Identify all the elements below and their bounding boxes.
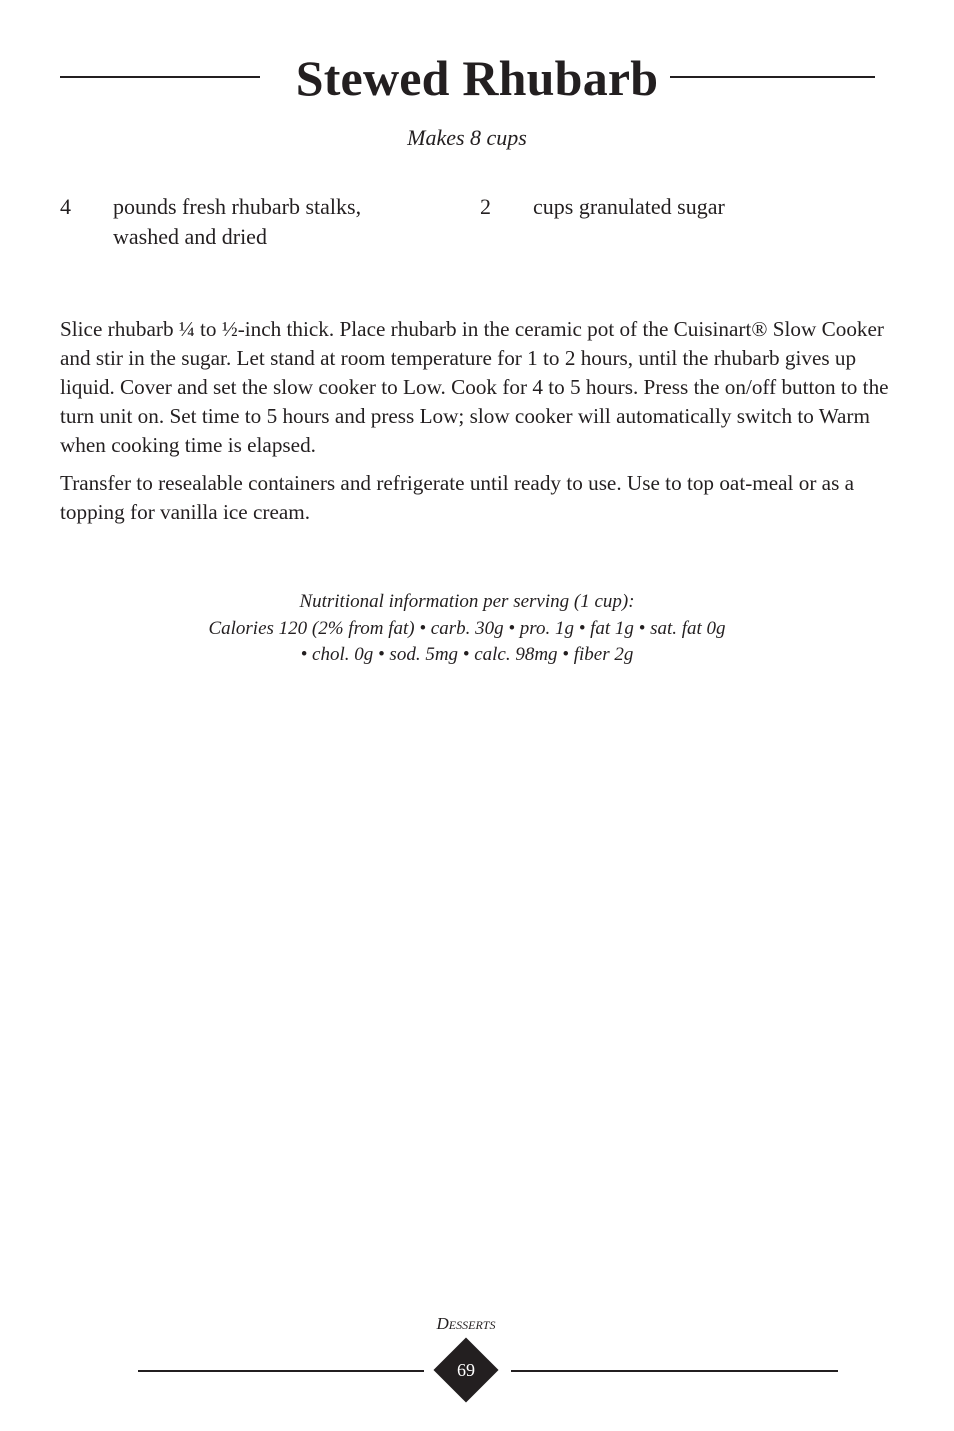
footer-rule-right [511,1370,838,1372]
ingredient-quantity: 4 [60,194,71,219]
recipe-yield: Makes 8 cups [407,125,527,150]
section-label: Desserts [436,1314,496,1333]
page-number: 69 [457,1360,475,1380]
ingredient-description: pounds fresh rhubarb stalks, washed and dried [113,194,362,249]
nutrition-heading: Nutritional information per serving (1 cup): [299,591,635,612]
ingredient-quantity: 2 [480,194,491,219]
footer-rule-left [138,1370,424,1372]
nutrition-line: Calories 120 (2% from fat) • carb. 30g • pro. 1g • fat 1g • sat. fat 0g [208,617,726,639]
instruction-paragraph: Transfer to resealable containers and refrigerate until ready to use. Use to top oat-meal or as a topping for vanilla ice cream. [60,471,855,524]
recipe-title: Stewed Rhubarb [295,50,659,106]
ingredient-item [60,192,420,254]
ingredient-item [480,192,780,224]
recipe-instructions [60,315,890,536]
nutrition-info [0,589,934,669]
ingredient-description: cups granulated sugar [533,194,725,219]
instruction-paragraph: Slice rhubarb ¼ to ½-inch thick. Place rhubarb in the ceramic pot of the Cuisinart® Slow Cooker and stir in the sugar. Let stand at room temperature for 1 to 2 hours, until the rhubarb gives up liquid. Cover and set the slow cooker to Low. Cook for 4 to 5 hours. Press the on/off button to the turn unit on. Set time to 5 hours and press Low; slow cooker will automatically switch to Warm when cooking time is elapsed. [60,317,889,457]
nutrition-line: • chol. 0g • sod. 5mg • calc. 98mg • fiber 2g [300,644,634,665]
